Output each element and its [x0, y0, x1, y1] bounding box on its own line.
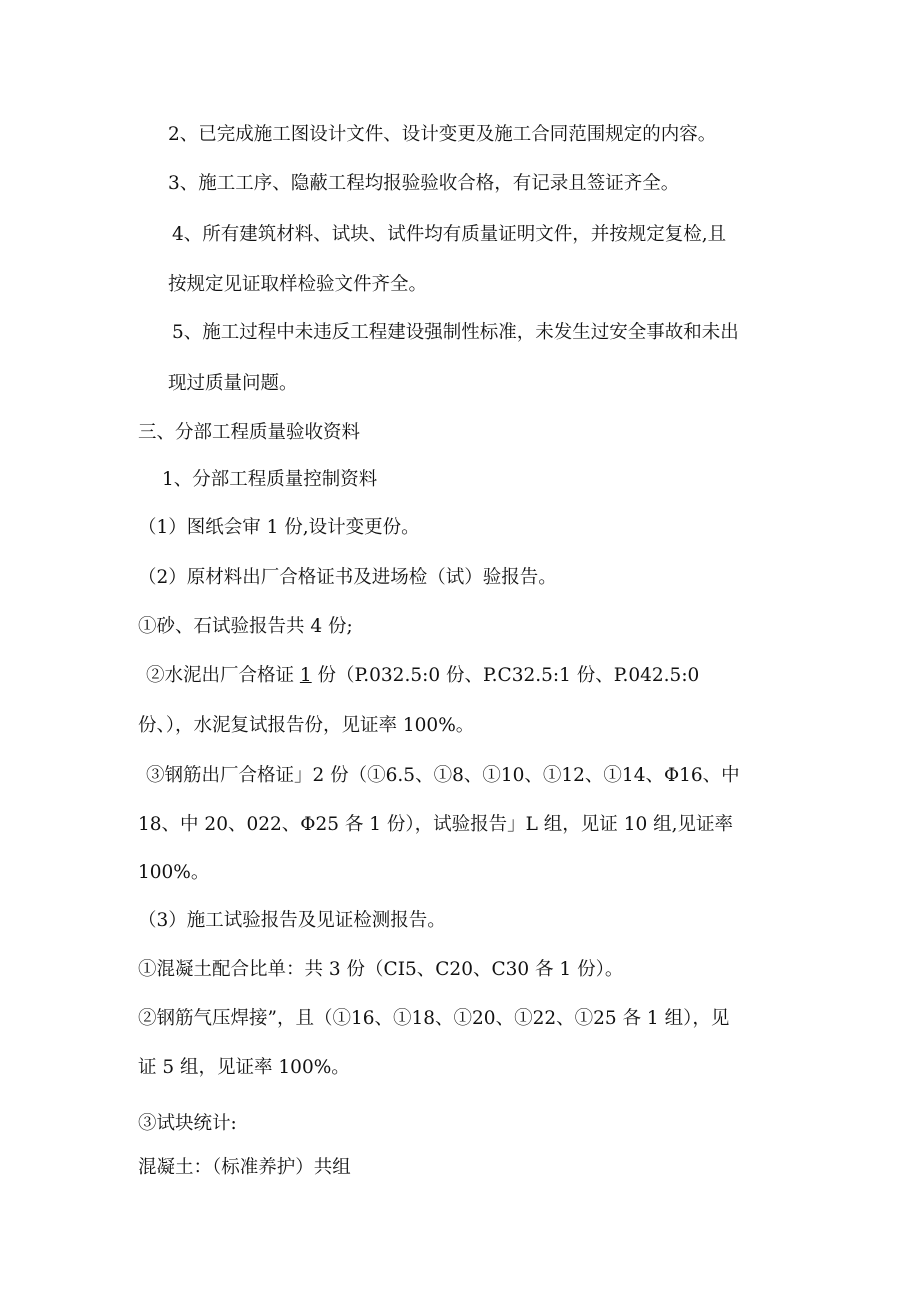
list-item-drawing-review: （1）图纸会审 1 份,设计变更份。 — [138, 517, 420, 538]
cement-text-a: ②水泥出厂合格证 — [146, 665, 300, 686]
list-item-steel-line-3: 100%。 — [138, 862, 210, 883]
list-item-cement-line-1 — [146, 667, 699, 686]
list-item-sand-stone: ①砂、石试验报告共 4 份; — [138, 616, 353, 637]
paragraph-item-5-line-1: 5、施工过程中未违反工程建设强制性标准，未发生过安全事故和未出 — [172, 322, 739, 343]
section-heading-3: 三、分部工程质量验收资料 — [138, 422, 361, 443]
list-item-welding-line-1: ②钢筋气压焊接”，且（①16、①18、①20、①22、①25 各 1 组），见 — [138, 1008, 730, 1029]
cement-text-b: 份（P.032.5:0 份、P.C32.5:1 份、P.042.5:0 — [311, 665, 700, 686]
list-item-raw-materials: （2）原材料出厂合格证书及进场检（试）验报告。 — [138, 567, 557, 588]
list-item-steel-line-2: 18、中 20、022、Φ25 各 1 份），试验报告」L 组，见证 10 组,见证率 — [138, 814, 733, 835]
paragraph-item-5-line-2: 现过质量问题。 — [168, 373, 298, 394]
list-item-concrete-mix: ①混凝土配合比单：共 3 份（CI5、C20、C30 各 1 份）。 — [138, 959, 624, 980]
list-item-construction-tests: （3）施工试验报告及见证检测报告。 — [138, 910, 446, 931]
list-item-cement-line-2: 份、），水泥复试报告份，见证率 100%。 — [138, 715, 475, 736]
subsection-heading-1: 1、分部工程质量控制资料 — [162, 469, 378, 490]
list-item-test-block-stats: ③试块统计: — [138, 1113, 237, 1134]
cement-count-underlined: 1 — [299, 665, 312, 686]
paragraph-item-3: 3、施工工序、隐蔽工程均报验验收合格，有记录且签证齐全。 — [168, 173, 680, 194]
paragraph-item-4-line-1: 4、所有建筑材料、试块、试件均有质量证明文件，并按规定复检,且 — [172, 224, 727, 245]
list-item-steel-line-1: ③钢筋出厂合格证」2 份（①6.5、①8、①10、①12、①14、Φ16、中 — [146, 765, 740, 786]
paragraph-item-4-line-2: 按规定见证取样检验文件齐全。 — [168, 274, 428, 295]
list-item-concrete-curing: 混凝土：（标准养护）共组 — [138, 1157, 351, 1178]
list-item-welding-line-2: 证 5 组，见证率 100%。 — [138, 1057, 350, 1078]
paragraph-item-2: 2、已完成施工图设计文件、设计变更及施工合同范围规定的内容。 — [168, 124, 717, 145]
